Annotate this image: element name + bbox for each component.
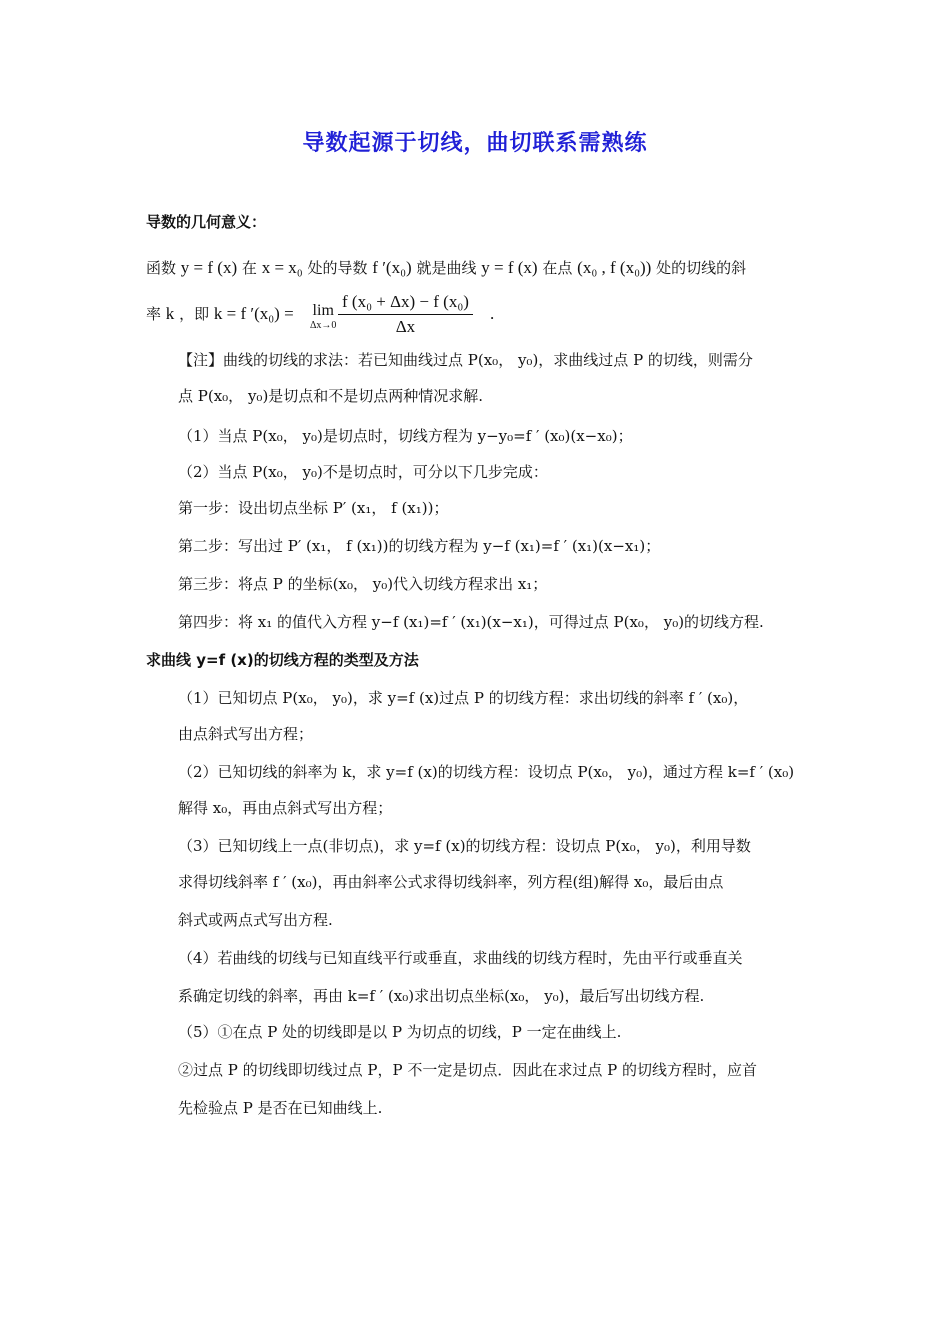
fraction-bar <box>338 314 473 315</box>
section-heading-tangent-methods: 求曲线 y=f (x)的切线方程的类型及方法 <box>146 651 419 669</box>
method-line: （3）已知切线上一点(非切点)，求 y=f (x)的切线方程：设切点 P(x₀， y₀)，利用导数 <box>178 837 751 855</box>
note-line: 第三步：将点 P 的坐标(x₀， y₀)代入切线方程求出 x₁； <box>178 575 548 593</box>
definition-line-1: 函数 y = f (x) 在 x = x₀ 处的导数 f ′(x₀) 就是曲线 y = f (x) 在点 (x₀ , f (x₀)) 处的切线的斜 <box>146 258 747 277</box>
limit-operator: lim Δx→0 <box>310 302 337 331</box>
note-line: 第一步：设出切点坐标 P′ (x₁， f (x₁))； <box>178 499 449 517</box>
note-line: 第四步：将 x₁ 的值代入方程 y−f (x₁)=f ′ (x₁)(x−x₁)，可得过点 P(x₀， y₀)的切线方程. <box>178 613 764 631</box>
definition-end-period: . <box>490 304 495 323</box>
note-line: 第二步：写出过 P′ (x₁， f (x₁))的切线方程为 y−f (x₁)=f ′ (x₁)(x−x₁)； <box>178 537 661 555</box>
method-line: 斜式或两点式写出方程. <box>178 911 333 929</box>
note-line: 【注】曲线的切线的求法：若已知曲线过点 P(x₀， y₀)，求曲线过点 P 的切线，则需分 <box>178 351 753 369</box>
method-line: （2）已知切线的斜率为 k，求 y=f (x)的切线方程：设切点 P(x₀， y₀)，通过方程 k=f ′ (x₀) <box>178 763 795 781</box>
section-heading-geometric-meaning: 导数的几何意义： <box>146 213 267 231</box>
method-line: （1）已知切点 P(x₀， y₀)，求 y=f (x)过点 P 的切线方程：求出切线的斜率 f ′ (x₀)， <box>178 689 749 707</box>
note-line: 点 P(x₀， y₀)是切点和不是切点两种情况求解. <box>178 387 484 405</box>
method-line: 解得 x₀，再由点斜式写出方程； <box>178 799 393 817</box>
note-line: （1）当点 P(x₀， y₀)是切点时，切线方程为 y−y₀=f ′ (x₀)(x−x₀)； <box>178 427 633 445</box>
method-line: 先检验点 P 是否在已知曲线上. <box>178 1099 383 1117</box>
page-title: 导数起源于切线，曲切联系需熟练 <box>302 131 648 156</box>
method-line: 由点斜式写出方程； <box>178 725 314 743</box>
method-line: （4）若曲线的切线与已知直线平行或垂直，求曲线的切线方程时，先由平行或垂直关 <box>178 949 743 967</box>
method-line: 系确定切线的斜率，再由 k=f ′ (x₀)求出切点坐标(x₀， y₀)，最后写出切线方程. <box>178 987 705 1005</box>
method-line: ②过点 P 的切线即切线过点 P，P 不一定是切点．因此在求过点 P 的切线方程时，应首 <box>178 1061 757 1079</box>
definition-line-2: 率 k ，即 k = f ′(x₀) = <box>146 304 294 323</box>
difference-quotient-fraction: f (x₀ + Δx) − f (x₀) Δx <box>338 292 473 337</box>
method-line: （5）①在点 P 处的切线即是以 P 为切点的切线，P 一定在曲线上. <box>178 1023 622 1041</box>
method-line: 求得切线斜率 f ′ (x₀)，再由斜率公式求得切线斜率，列方程(组)解得 x₀，最后由点 <box>178 873 724 891</box>
note-line: （2）当点 P(x₀， y₀)不是切点时，可分以下几步完成： <box>178 463 548 481</box>
